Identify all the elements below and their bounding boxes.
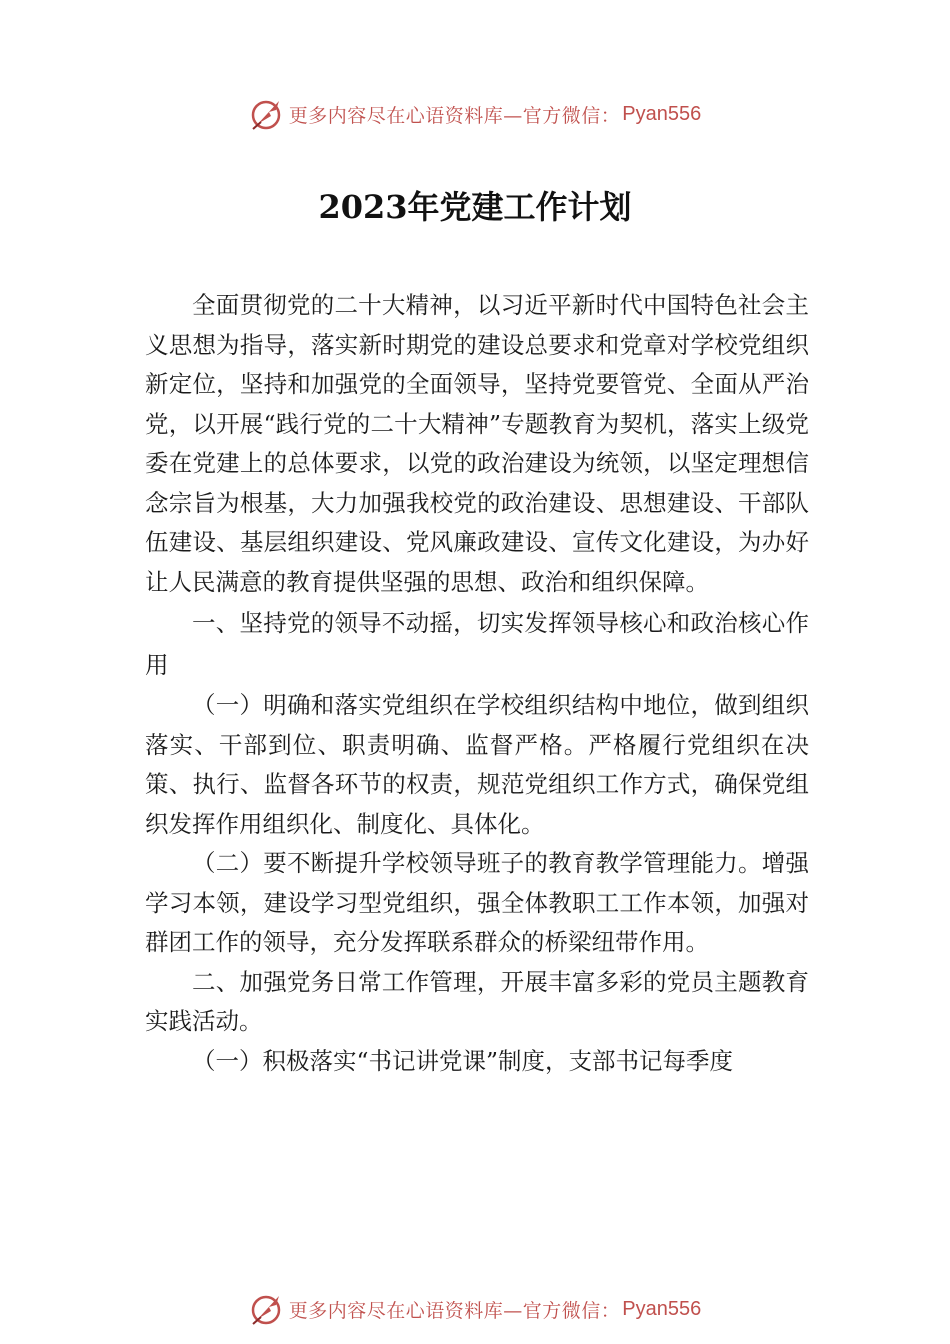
watermark-wechat-id: Pyan556 <box>622 1297 702 1320</box>
intro-paragraph: 全面贯彻党的二十大精神，以习近平新时代中国特色社会主义思想为指导，落实新时期党的建设总要求和党章对学校党组织新定位，坚持和加强党的全面领导，坚持党要管党、全面从严治党，以开展“践行党的二十大精神”专题教育为契机，落实上级党委在党建上的总体要求，以党的政治建设为统领，以坚定理想信念宗旨为根基，大力加强我校党的政治建设、思想建设、干部队伍建设、基层组织建设、党风廉政建设、宣传文化建设，为办好让人民满意的教育提供坚强的思想、政治和组织保障。 <box>145 291 809 596</box>
subsection-1-1: （一）明确和落实党组织在学校组织结构中地位，做到组织落实、干部到位、职责明确、监督严格。严格履行党组织在决策、执行、监督各环节的权责，规范党组织工作方式，确保党组织发挥作用组织化、制度化、具体化。 <box>145 691 809 838</box>
subsection-2-1: （一）积极落实“书记讲党课”制度，支部书记每季度 <box>192 1046 734 1075</box>
quill-logo-icon <box>249 96 285 132</box>
watermark-text: 更多内容尽在心语资料库—官方微信： <box>288 1299 621 1322</box>
document-title: 2023年党建工作计划 <box>318 188 632 226</box>
watermark-wechat-id: Pyan556 <box>622 102 702 125</box>
document-body <box>145 286 809 1081</box>
subsection-1-2: （二）要不断提升学校领导班子的教育教学管理能力。增强学习本领，建设学习型党组织，强全体教职工工作本领，加强对群团工作的领导，充分发挥联系群众的桥梁纽带作用。 <box>145 849 809 956</box>
watermark-footer <box>0 1289 950 1329</box>
quill-logo-icon <box>249 1291 285 1327</box>
watermark-header <box>0 94 950 134</box>
section-heading-1: 一、坚持党的领导不动摇，切实发挥领导核心和政治核心作用 <box>145 609 809 679</box>
section-heading-2: 二、加强党务日常工作管理，开展丰富多彩的党员主题教育实践活动。 <box>145 967 809 1035</box>
watermark-text: 更多内容尽在心语资料库—官方微信： <box>288 104 621 127</box>
